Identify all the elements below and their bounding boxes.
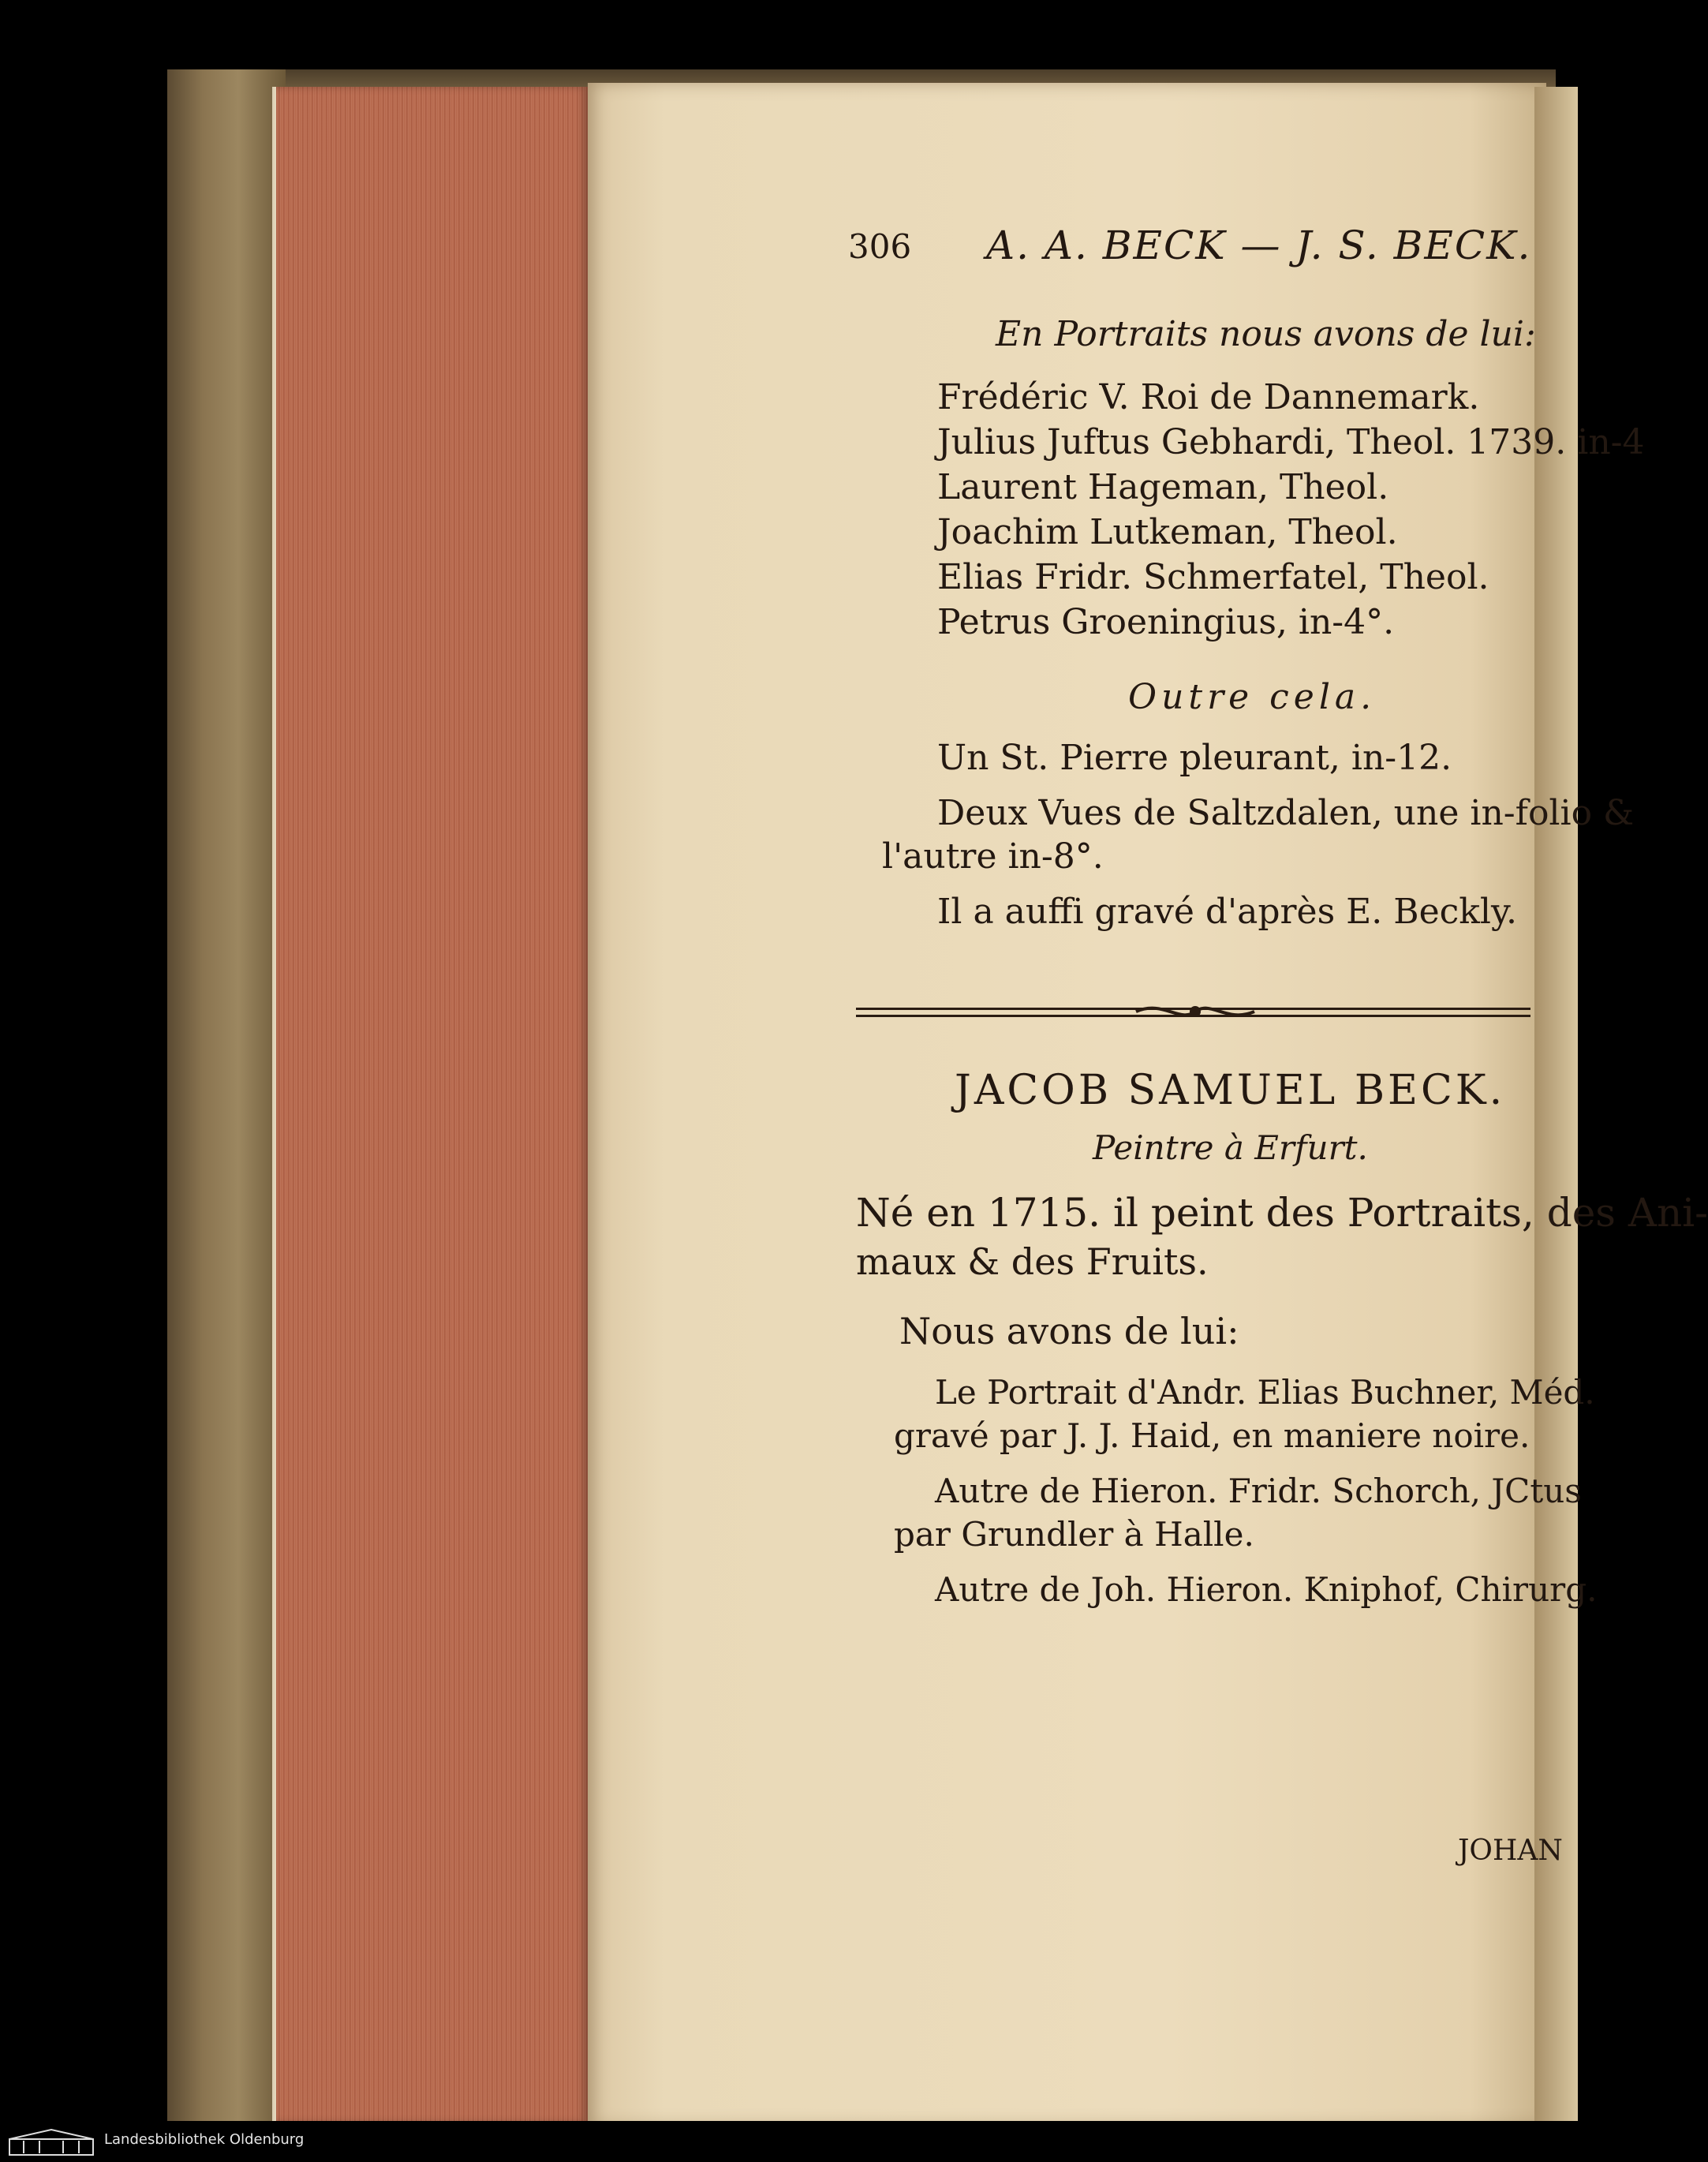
entry-name: JACOB SAMUEL BECK. — [955, 1067, 1506, 1114]
book-cover-spine — [167, 69, 286, 2121]
other-item: l'autre in-8°. — [882, 836, 1104, 877]
intro-line: Né en 1715. il peint des Portraits, des Ani- — [856, 1190, 1708, 1236]
work-item: par Grundler à Halle. — [894, 1515, 1254, 1554]
ornamental-divider — [856, 1006, 1530, 1019]
other-item: Deux Vues de Saltzdalen, une in-folio & — [937, 793, 1635, 833]
list-item: Julius Juftus Gebhardi, Theol. 1739. in-4 — [937, 422, 1645, 462]
list-item: Frédéric V. Roi de Dannemark. — [937, 377, 1480, 417]
list-item: Elias Fridr. Schmerfatel, Theol. — [937, 557, 1489, 597]
page-number: 306 — [848, 227, 912, 266]
running-title: A. A. BECK — J. S. BECK. — [986, 223, 1532, 268]
catchword: JOHAN — [1458, 1835, 1563, 1867]
list-item: Joachim Lutkeman, Theol. — [937, 512, 1398, 552]
library-name: Landesbibliothek Oldenburg — [104, 2131, 305, 2148]
intro-line: maux & des Fruits. — [856, 1240, 1209, 1283]
work-item: Autre de Hieron. Fridr. Schorch, JCtus — [935, 1472, 1582, 1510]
next-page-edge — [1534, 87, 1578, 2123]
other-item: Il a auffi gravé d'après E. Beckly. — [937, 892, 1518, 932]
flourish-ornament — [1132, 1000, 1258, 1023]
subheading-outre-cela: Outre cela. — [1128, 677, 1377, 717]
portraits-heading: En Portraits nous avons de lui: — [996, 314, 1536, 354]
work-item: gravé par J. J. Haid, en maniere noire. — [894, 1416, 1530, 1455]
work-item: Autre de Joh. Hieron. Kniphof, Chirurg. — [935, 1570, 1598, 1609]
works-heading: Nous avons de lui: — [899, 1310, 1239, 1352]
entry-subtitle: Peintre à Erfurt. — [1093, 1128, 1368, 1167]
list-item: Laurent Hageman, Theol. — [937, 467, 1389, 507]
page-block-red-edge — [276, 87, 588, 2123]
work-item: Le Portrait d'Andr. Elias Buchner, Méd. — [935, 1373, 1595, 1412]
list-item: Petrus Groeningius, in-4°. — [937, 602, 1395, 642]
other-item: Un St. Pierre pleurant, in-12. — [937, 738, 1452, 778]
library-building-icon — [8, 2128, 95, 2156]
